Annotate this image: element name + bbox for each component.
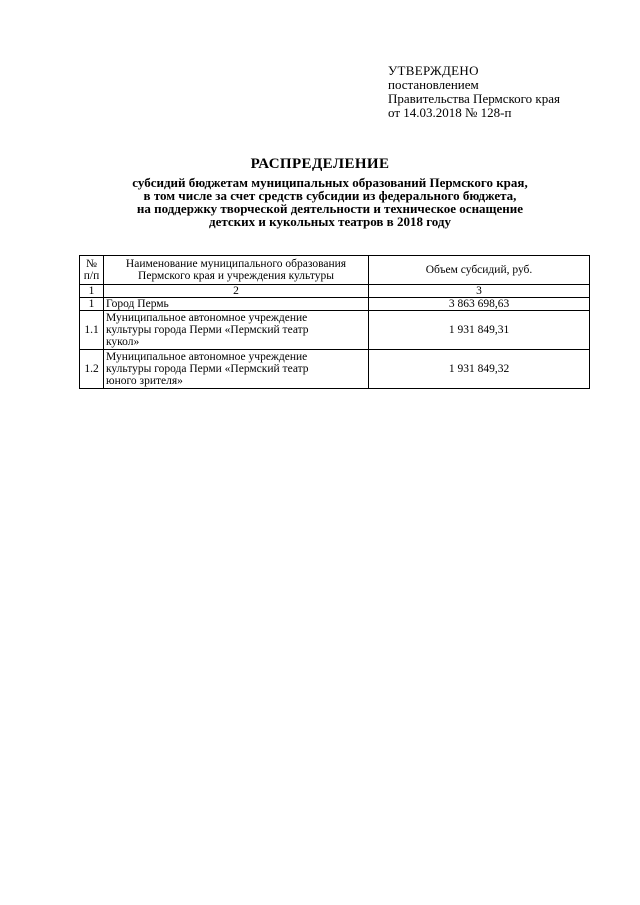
header-name: Наименование муниципального образования Пермского края и учреждения культуры <box>104 256 369 285</box>
column-number: 3 <box>369 285 590 298</box>
approval-line: постановлением <box>388 77 479 92</box>
document-subtitle <box>0 176 640 228</box>
column-number: 2 <box>104 285 369 298</box>
row-amount: 1 931 849,31 <box>369 311 590 350</box>
row-number: 1.1 <box>80 311 104 350</box>
table-row <box>80 311 590 350</box>
subtitle-line: на поддержку творческой деятельности и техническое оснащение <box>136 201 524 216</box>
approval-date-line: от 14.03.2018 № 128-п <box>388 105 512 120</box>
approval-block <box>388 64 560 120</box>
subtitle-line: в том числе за счет средств субсидии из федерального бюджета, <box>143 188 517 203</box>
row-name: Муниципальное автономное учреждение культуры города Перми «Пермский театр кукол» <box>104 311 369 350</box>
table-row <box>80 298 590 311</box>
row-number: 1.2 <box>80 350 104 389</box>
row-name: Муниципальное автономное учреждение культуры города Перми «Пермский театр юного зрителя» <box>104 350 369 389</box>
subtitle-line: детских и кукольных театров в 2018 году <box>209 214 451 229</box>
row-name: Город Пермь <box>104 298 369 311</box>
approval-line: Правительства Пермского края <box>388 91 560 106</box>
row-number: 1 <box>80 298 104 311</box>
column-number-row <box>80 285 590 298</box>
header-amount: Объем субсидий, руб. <box>369 256 590 285</box>
table-header-row <box>80 256 590 285</box>
row-amount: 3 863 698,63 <box>369 298 590 311</box>
column-number: 1 <box>80 285 104 298</box>
subtitle-line: субсидий бюджетам муниципальных образований Пермского края, <box>132 175 528 190</box>
header-number: № п/п <box>80 256 104 285</box>
distribution-table <box>79 255 590 389</box>
table-row <box>80 350 590 389</box>
approval-heading: УТВЕРЖДЕНО <box>388 63 479 78</box>
row-amount: 1 931 849,32 <box>369 350 590 389</box>
document-title: РАСПРЕДЕЛЕНИЕ <box>250 156 390 172</box>
